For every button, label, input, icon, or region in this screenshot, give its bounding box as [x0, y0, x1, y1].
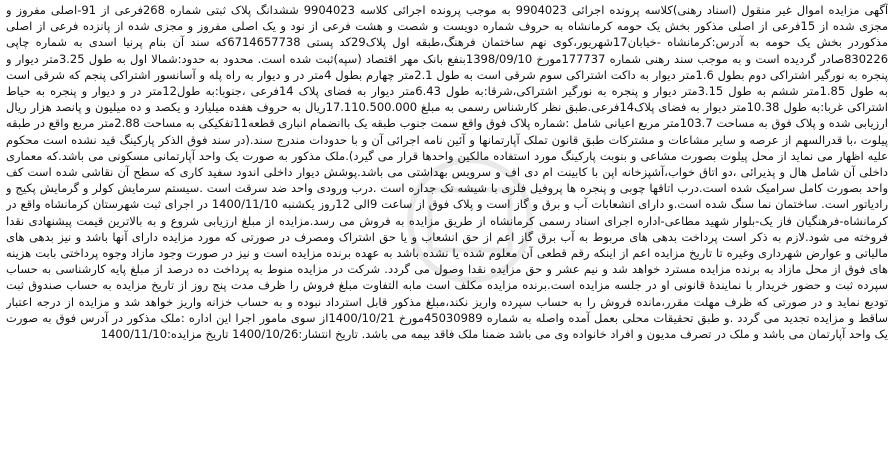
notice-body-text: آگهی مزایده اموال غیر منقول (اسناد رهنی)کلاسه پرونده اجرائی 9904023 به موجب پرونده اجرائی کلاسه 9904023 ششدانگ پلاک ثبتی شماره 268فرعی از 91-اصلی مفروز و مجزی شده از 15فرعی از اصلی مذکور بخش یک حومه کرمانشاه به حروف شماره دویست و شصت و هشت فرعی از نود و یک اصلی مفروز و مجزی شده از پانزده فرعی از اصلی مذکوردر بخش یک حومه به آدرس:کرمانشاه -خیابان17شهریور،کوی نهم ساختمان فرهنگ،طبقه اول پلاک29کد پستی 6714657738که سند آن بنام پرنیا اسدی به شماره چاپی 830226صادر گردیده است و به موجب سند رهنی شماره 177737مورخ 1398/09/10بنفع بانک مهر اقتصاد (سپه)ثبت شده است. محدود به حدود:شمالا اول به طول 3.25متر دیوار و پنجره به نورگیر اشتراکی دوم بطول 1.6متر دیوار به داکت اشتراکی سوم شرقی است به طول 2.1متر چهارم بطول 4متر در و دیوار به راه پله و آسانسور اشتراکی پنجم که شرقی است به طول 1.85متر ششم به طول 3.15متر دیوار و پنجره به نورگیر اشتراکی،شرقا:به طول 6.43متر دیوار به فضای پلاک 14فرعی ،جنوبا:به طول12متر در و دیوار و پنجره به حیاط اشتراکی غربا:به طول 10.38متر دیوار به فضای پلاک14فرعی.طبق نظر کارشناس رسمی به مبلغ 17.110.500.000ریال به حروف هفده میلیارد و یکصد و ده میلیون و پانصد هزار ریال ارزیابی شده و پلاک فوق به مساحت 103.7متر مربع اعیانی شامل :شماره پلاک فوق واقع سمت جنوب طبقه یک باانضمام انباری قطعه11تفکیکی به مساحت 2.88متر مربع واقع در طبقه پیلوت ،با قدرالسهم از عرصه و سایر مشاعات و مشترکات طبق قانون تملک آپارتمانها و آئین نامه اجرائی آن و با حدودات مندرج سند.(در سند فوق الذکر پارکینگ قید نشده است محکوم علیه اظهار می نماید از محل پیلوت بصورت مشاعی و بنوبت پارکینگ مورد استفاده مالکین واحدها قرار می گیرد).ملک مذکور به صورت یک واحد آپارتمانی مسکونی می باشد.که معماری داخلی آن شامل هال و پذیرائی ،دو اتاق خواب،آشپزخانه اپن با کابینت ام دی اف و سرویس بهداشتی می باشد.پوشش دیوار داخلی اندود سفید کاری که سطح آن نقاشی شده است کف واحد بصورت کامل سرامیک شده است.درب اتاقها چوبی و پنجره ها پروفیل فلزی با شیشه تک جداره است .درب ورودی واحد ضد سرقت است .سیستم سرمایش کولر و گرمایش پکیج و رادیاتور است. ساختمان نما سنگ شده است.و دارای انشعابات آب و برق و گاز است و پلاک فوق از ساعت 9الی 12روز یکشنبه 1400/11/10 در اجرای ثبت شهرستان کرمانشاه واقع در کرمانشاه-فرهنگیان فاز یک-بلوار شهید مطاعی-اداره اجرای اسناد رسمی کرمانشاه از طریق مزایده به فروش می رسد.مزایده از مبلغ ارزیابی شروع و به بالاترین قیمت پیشنهادی نقدا فروخته می شود.لازم به ذکر است پرداخت بدهی های مربوط به آب برق گاز اعم از حق انشعاب و یا حق اشتراک ومصرف در صورتی که مورد مزایده دارای آنها باشد و نیز بدهی های مالیاتی و عوارض شهرداری وغیره تا تاریخ مزایده اعم از اینکه رقم قطعی آن معلوم شده یا نشده باشد به عهده برنده مزایده است و نیز در صورت وجود مازاد وجوه پرداختی بابت هزینه های فوق از محل مازاد به برنده مزایده مسترد خواهد شد و نیم عشر و حق مزایده نقدا وصول می گردد. شرکت در مزایده منوط به پرداخت ده درصد از مبلغ پایه کارشناسی به حساب سپرده ثبت و حضور خریدار با نمایندۀ قانونی او در جلسه مزایده است.برنده مزایده مکلف است مابه التفاوت مبلغ فروش را ظرف مدت پنج روز از تاریخ مزایده به حساب صندوق ثبت تودیع نماید و در صورتی که ظرف مهلت مقرر،مانده فروش را به حساب سپرده واریز نکند،مبلغ مذکور قابل استرداد نبوده و به حساب خزانه واریز خواهد شد و مزایده از درجه اعتبار ساقط و مزایده تجدید می گردد .و طبق تحقیقات محلی بعمل آمده واصله به شماره 45030989مورخ 1400/10/21از سوی مامور اجرا این اداره :ملک مذکور در آدرس فوق به صورت یک واحد آپارتمان می باشد و ملک در تصرف مدیون و افراد خانواده وی می باشد ضمنا ملک فاقد بیمه می باشد. تاریخ انتشار:1400/10/26 تاریخ مزایده:1400/11/10	[6, 3, 888, 342]
auction-notice-document	[6, 2, 888, 448]
